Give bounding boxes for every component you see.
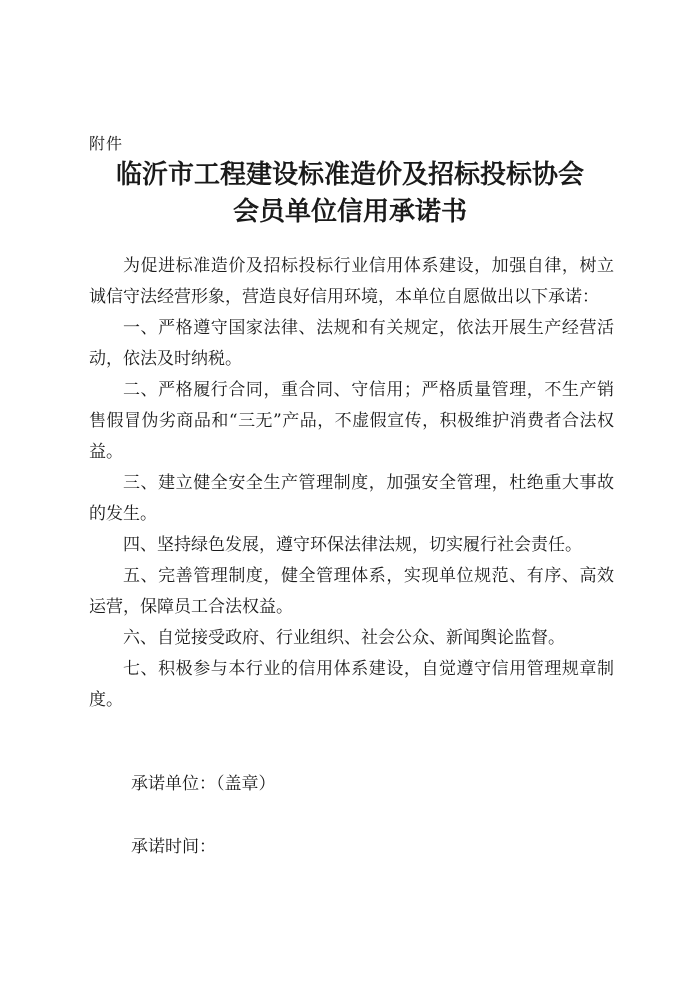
promise-item-7: 七、积极参与本行业的信用体系建设，自觉遵守信用管理规章制度。	[89, 659, 614, 710]
promise-item-2: 二、严格履行合同，重合同、守信用；严格质量管理，不生产销售假冒伪劣商品和“三无”产品，不虚假宣传，积极维护消费者合法权益。	[89, 380, 614, 462]
attachment-label: 附件	[89, 134, 124, 153]
signing-time-label: 承诺时间：	[131, 837, 216, 857]
promise-item-5: 五、完善管理制度，健全管理体系，实现单位规范、有序、高效运营，保障员工合法权益。	[89, 566, 614, 617]
promise-item-1: 一、严格遵守国家法律、法规和有关规定，依法开展生产经营活动，依法及时纳税。	[89, 318, 614, 369]
promise-item-6: 六、自觉接受政府、行业组织、社会公众、新闻舆论监督。	[123, 628, 565, 648]
promise-item-4: 四、坚持绿色发展，遵守环保法律法规，切实履行社会责任。	[123, 535, 582, 555]
intro-paragraph: 为促进标准造价及招标投标行业信用体系建设，加强自律，树立诚信守法经营形象，营造良好信用环境，本单位自愿做出以下承诺：	[89, 256, 614, 307]
document-body	[89, 251, 614, 716]
document-title-line-2: 会员单位信用承诺书	[232, 197, 467, 227]
promise-item-3: 三、建立健全安全生产管理制度，加强安全管理，杜绝重大事故的发生。	[89, 473, 614, 524]
signing-unit-label: 承诺单位：（盖章）	[131, 774, 276, 794]
document-title-line-1: 临沂市工程建设标准造价及招标投标协会	[115, 160, 584, 190]
